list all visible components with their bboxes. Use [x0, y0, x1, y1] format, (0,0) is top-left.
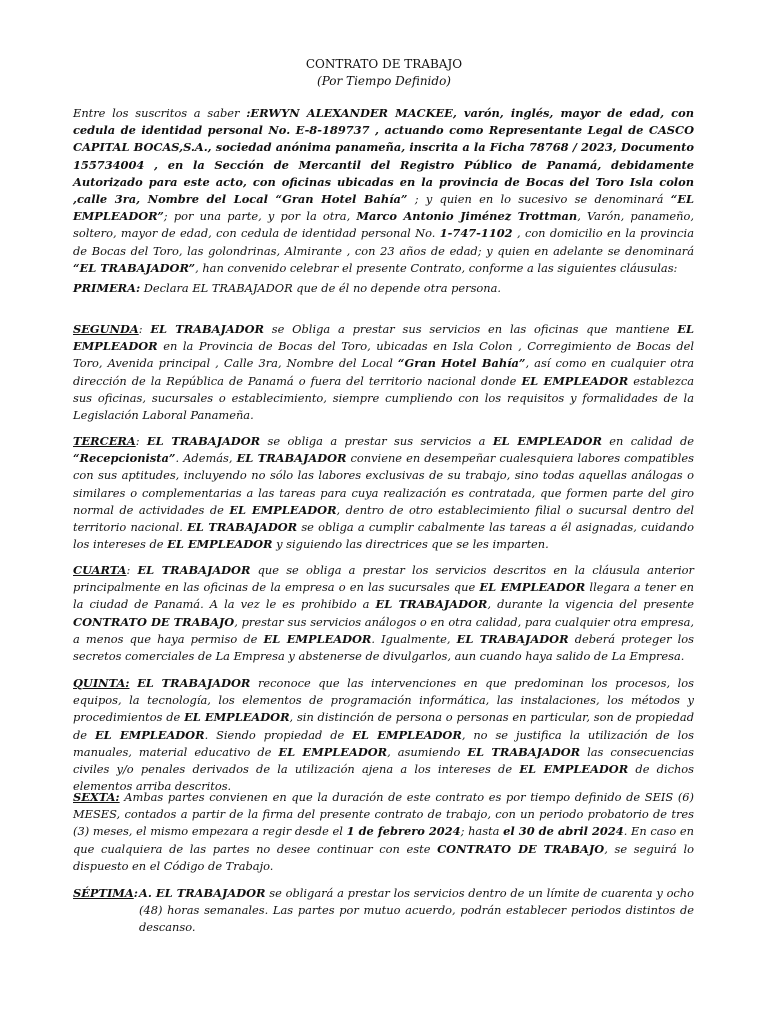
sexta-run-7: , se seguirá lo dispuesto en el Código de Trabajo. — [73, 841, 694, 873]
tercera-run-5: en calidad de — [601, 434, 695, 448]
cuarta-run-11: . Igualmente, — [371, 631, 457, 646]
quinta-run-9: , no se justifica la utilización de los manuales, material educativo de — [73, 727, 694, 759]
cuarta-run-3: que se obliga a prestar los servicios descritos en la cláusula anterior principalmente en las oficinas de la empresa o en las sucursales que — [73, 563, 694, 595]
tercera-run-11: , dentro de otro establecimiento filial o sucursal dentro del territorio nacional. — [73, 502, 694, 535]
sexta-run-2: 1 de febrero 2024 — [346, 824, 461, 839]
intro-run-10: , han convenido celebrar el presente Contrato, conforme a las siguientes cláusulas: — [195, 260, 678, 275]
tercera-run-8: EL TRABAJADOR — [236, 451, 347, 466]
segunda-run-6: “Gran Hotel Bahía” — [397, 356, 526, 371]
document-subtitle: (Por Tiempo Definido) — [317, 74, 451, 88]
segunda-run-0: SEGUNDA — [73, 322, 139, 336]
tercera-run-4: EL EMPLEADOR — [492, 434, 602, 448]
sexta-run-3: ; hasta — [460, 824, 504, 839]
cuarta-run-9: , prestar sus servicios análogos o en otra calidad, para cualquier otra empresa, a menos que haya permiso de — [73, 614, 694, 646]
clause-primera — [73, 280, 694, 297]
primera-run-0: PRIMERA: — [73, 281, 141, 295]
segunda-run-2: EL TRABAJADOR — [150, 322, 264, 336]
cuarta-run-6: EL TRABAJADOR — [375, 597, 488, 612]
tercera-run-3: se obliga a prestar sus servicios a — [260, 434, 493, 448]
tercera-run-13: se obliga a cumplir cabalmente las tareas a él asignadas, cuidando los intereses de — [73, 520, 694, 552]
tercera-run-12: EL TRABAJADOR — [187, 520, 298, 535]
quinta-run-0: QUINTA: — [73, 676, 130, 690]
segunda-run-8: EL EMPLEADOR — [521, 373, 629, 388]
clause-sexta — [73, 789, 694, 875]
segunda-run-7: , así como en cualquier otra dirección de la República de Panamá o fuera del territorio nacional donde — [73, 356, 694, 388]
cuarta-run-8: CONTRATO DE TRABAJO — [73, 614, 235, 629]
intro-run-1: :ERWYN ALEXANDER MACKEE, varón, inglés, mayor de edad, con cedula de identidad personal No. E-8-189737 , actuando como Representante Legal de CASCO CAPITAL BOCAS,S.A., sociedad anónima panameña, inscrita a la Ficha 78768 / 2023, Documento 155734004 , en la Sección de Mercantil del Registro Público de Panamá, debidamente Autorizado para este acto, con oficinas ubicadas en la provincia de Bocas del Toro Isla colon ,calle 3ra, Nombre del Local “Gran Hotel Bahía” — [73, 106, 694, 207]
intro-run-7: 1-747-1102 — [439, 226, 513, 241]
intro-run-5: Marco Antonio Jiménez Trottman — [356, 209, 578, 224]
cuarta-run-2: EL TRABAJADOR — [137, 563, 251, 577]
quinta-run-2: EL TRABAJADOR — [137, 676, 251, 690]
tercera-run-0: TERCERA — [73, 434, 136, 448]
clause-tercera — [73, 433, 694, 553]
cuarta-run-7: , durante la vigencia del presente — [487, 597, 694, 612]
septima-run-1: se obligará a prestar los servicios dentro de un límite de cuarenta y ocho (48) horas semanales. Las partes por mutuo acuerdo, podrán establecer periodos distintos de descanso. — [139, 886, 694, 935]
tercera-run-2: EL TRABAJADOR — [146, 434, 261, 448]
quinta-run-12: EL TRABAJADOR — [467, 744, 581, 759]
intro-run-6: , Varón, panameño, soltero, mayor de edad, con cedula de identidad personal No. — [73, 209, 694, 241]
sexta-run-0: SEXTA: — [73, 790, 120, 804]
intro-run-4: ; por una parte, y por la otra, — [163, 209, 357, 224]
quinta-run-10: EL EMPLEADOR — [278, 744, 388, 759]
quinta-run-14: EL EMPLEADOR — [519, 762, 629, 777]
segunda-run-1: : — [138, 322, 151, 336]
segunda-run-9: establezca sus oficinas, sucursales o establecimiento, siempre cumpliendo con los requisitos y formalidades de la Legislación Laboral Panameña. — [73, 373, 694, 423]
tercera-run-1: : — [135, 434, 147, 448]
cuarta-run-5: llegara a tener en la ciudad de Panamá. A la vez le es prohibido a — [73, 580, 694, 612]
cuarta-run-12: EL TRABAJADOR — [456, 631, 569, 646]
quinta-run-6: EL EMPLEADOR — [94, 727, 205, 742]
cuarta-run-4: EL EMPLEADOR — [479, 580, 586, 595]
cuarta-run-13: deberá proteger los secretos comerciales de La Empresa y abstenerse de divulgarlos, aun cuando haya salido de La Empresa. — [73, 631, 694, 664]
quinta-run-7: . Siendo propiedad de — [204, 727, 353, 742]
intro-run-9: “EL TRABAJADOR” — [73, 260, 196, 275]
cuarta-run-0: CUARTA — [73, 563, 127, 577]
quinta-run-4: EL EMPLEADOR — [184, 710, 290, 725]
quinta-run-13: las consecuencias civiles y/o penales derivados de la utilización ajena a los intereses de — [73, 744, 695, 777]
quinta-run-1 — [130, 676, 138, 690]
tercera-run-9: conviene en desempeñar cualesquiera labores compatibles con sus aptitudes, incluyendo no sólo las labores exclusivas de su trabajo, sino todas aquellas análogas o similares o complementarias a las tareas para cuya realización es contratada, que formen parte del giro normal de actividades de — [73, 451, 694, 517]
tercera-run-6: “Recepcionista” — [73, 451, 176, 466]
segunda-run-3: se Obliga a prestar sus servicios en las oficinas que mantiene — [263, 322, 678, 336]
quinta-run-15: de dichos elementos arriba descritos. — [73, 762, 695, 794]
segunda-run-4: EL EMPLEADOR — [73, 322, 694, 354]
segunda-run-5: en la Provincia de Bocas del Toro, ubicadas en Isla Colon , Corregimiento de Bocas del Toro, Avenida principal , Calle 3ra, Nombre del Local — [73, 339, 694, 371]
intro-run-8: , con domicilio en la provincia de Bocas del Toro, las golondrinas, Almirante , con 23 años de edad; y quien en adelante se denominará — [73, 226, 694, 258]
septima-run-0: A. EL TRABAJADOR — [139, 886, 266, 900]
sexta-run-4: el 30 de abril 2024 — [503, 824, 624, 839]
clause-quinta — [73, 675, 694, 795]
quinta-run-3: reconoce que las intervenciones en que predominan los procesos, los equipos, la tecnología, los elementos de programación informática, las instalaciones, los métodos y procedimientos de — [73, 676, 694, 725]
sexta-run-6: CONTRATO DE TRABAJO — [437, 841, 605, 856]
cuarta-run-10: EL EMPLEADOR — [263, 631, 372, 646]
tercera-run-15: y siguiendo las directrices que se les imparten. — [272, 537, 549, 552]
sexta-run-1: Ambas partes convienen en que la duración de este contrato es por tiempo definido de SEIS (6) MESES, contados a partir de la firma del presente contrato de trabajo, con un periodo probatorio de tres (3) meses, el mismo empezara a regir desde el — [73, 790, 694, 839]
clause-cuarta — [73, 562, 694, 665]
tercera-run-14: EL EMPLEADOR — [167, 537, 273, 552]
intro-paragraph — [73, 105, 694, 277]
clause-septima-label: SÉPTIMA: — [73, 886, 138, 900]
quinta-run-11: , asumiendo — [387, 744, 468, 759]
clause-septima — [139, 885, 694, 937]
quinta-run-8: EL EMPLEADOR — [352, 727, 462, 742]
intro-run-2: ; y quien en lo sucesivo se denominará — [407, 192, 671, 207]
document-title: CONTRATO DE TRABAJO — [305, 57, 463, 71]
tercera-run-10: EL EMPLEADOR — [229, 502, 337, 517]
clause-segunda — [73, 321, 694, 424]
cuarta-run-1: : — [126, 563, 138, 577]
quinta-run-5: , sin distinción de persona o personas en particular, son de propiedad de — [73, 710, 695, 742]
intro-run-3: “EL EMPLEADOR” — [73, 192, 694, 224]
sexta-run-5: . En caso en que cualquiera de las partes no desee continuar con este — [73, 824, 695, 856]
intro-run-0: Entre los suscritos a saber — [73, 106, 247, 120]
tercera-run-7: . Además, — [175, 451, 237, 466]
primera-run-1: Declara EL TRABAJADOR que de él no depende otra persona. — [140, 281, 502, 295]
